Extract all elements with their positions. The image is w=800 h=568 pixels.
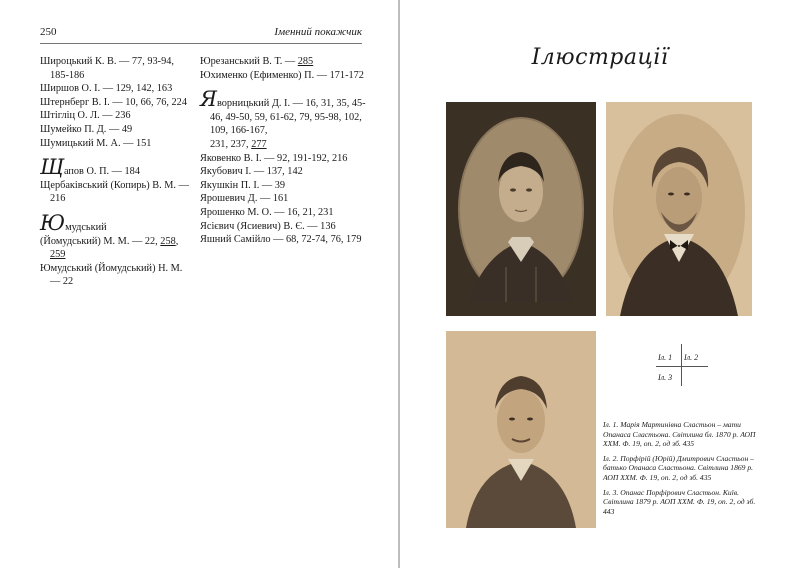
- index-entry: Яковенко В. І. — 92, 191-192, 216: [200, 152, 348, 164]
- index-entry-text: (Йомудський) М. М. — 22,: [40, 235, 161, 247]
- caption-illustration-2: Іл. 2. Порфірій (Юрій) Дмитрович Сластьон – батько Опанаса Сластьона. Світлина 1869 р. АОП ХХМ. Ф. 19, оп. 2, од зб. 435: [603, 453, 754, 482]
- index-entry: [200, 55, 370, 69]
- index-entry-text: 231, 237,: [210, 138, 252, 150]
- page-reference-link: 259: [50, 249, 66, 261]
- captions: [603, 420, 758, 521]
- key-divider-vertical: [681, 344, 682, 386]
- drop-cap-letter: Я: [200, 87, 217, 112]
- index-column-1: [40, 55, 190, 289]
- caption-illustration-1: Іл. 1. Марія Мартинівна Сластьон – мати Опанаса Сластьона. Світлина бл. 1870 р. АОП ХХМ. Ф. 19, оп. 2, од зб. 435: [603, 420, 756, 449]
- index-entry: Якубович І. — 137, 142: [200, 166, 303, 178]
- index-entry-text: ворницький Д. І. — 16, 31, 35, 45-46, 49-50, 59, 61-62, 79, 95-98, 102, 109, 166-167,: [210, 98, 366, 137]
- drop-cap-letter: Щ: [40, 155, 64, 180]
- key-label-3: Іл. 3: [658, 373, 673, 382]
- index-entry: Ясієвич (Ясиевич) В. Є. — 136: [200, 220, 336, 232]
- drop-cap-letter: Ю: [40, 210, 66, 235]
- index-entry: Широцький К. В. — 77, 93-94, 185-186: [40, 56, 174, 81]
- index-entry: Шумицький М. А. — 151: [40, 137, 152, 149]
- index-entry: Шумейко П. Д. — 49: [40, 123, 133, 135]
- index-entry: Ярошенко М. О. — 16, 21, 231: [200, 206, 334, 218]
- photo-illustration-1: [446, 102, 596, 316]
- index-entry-text: ,: [175, 235, 179, 247]
- key-label-1: Іл. 1: [658, 353, 673, 362]
- photo-illustration-2: [606, 102, 752, 316]
- right-page: [400, 0, 800, 568]
- key-label-2: Іл. 2: [684, 353, 699, 362]
- index-entry: [200, 138, 370, 152]
- photo-illustration-3: [446, 331, 596, 528]
- index-entry: Яшний Самійло — 68, 72-74, 76, 179: [200, 234, 362, 246]
- running-title: Іменний покажчик: [274, 26, 362, 38]
- page-reference-link: 258: [160, 235, 176, 247]
- index-entry: Юмудський (Йомудський) Н. М. — 22: [40, 262, 183, 288]
- key-divider-horizontal: [656, 366, 708, 367]
- page-number: 250: [40, 26, 57, 38]
- index-entry: Ярошевич Д. — 161: [200, 193, 289, 205]
- index-entry: [40, 235, 190, 262]
- index-entry-text: Юрезанський В. Т. —: [200, 56, 298, 67]
- header-rule: [40, 43, 362, 44]
- index-entry-text: апов О. П. — 184: [63, 166, 140, 178]
- page-reference-link: 285: [297, 56, 314, 67]
- index-entry: Ширшов О. І. — 129, 142, 163: [40, 83, 173, 95]
- index-entry: Штернберг В. І. — 10, 66, 76, 224: [40, 96, 187, 108]
- index-entry: Штігліц О. Л. — 236: [40, 110, 131, 122]
- index-entry: Щербаківський (Копирь) В. М. — 216: [40, 179, 189, 205]
- index-column-2: [200, 55, 370, 247]
- index-entry-text: мудський: [65, 221, 107, 233]
- caption-illustration-3: Іл. 3. Опанас Порфірович Сластьон. Київ. Світлина 1879 р. АОП ХХМ. Ф. 19, оп. 2, од зб. 443: [603, 487, 756, 516]
- index-letter-entry: [40, 157, 190, 179]
- index-entry: Юхименко (Ефименко) П. — 171-172: [200, 69, 364, 81]
- running-head: [40, 26, 362, 42]
- left-page: [0, 0, 398, 568]
- index-entry: Якушкін П. І. — 39: [200, 179, 286, 191]
- section-title: Ілюстрації: [531, 45, 669, 70]
- index-letter-entry: [200, 89, 370, 138]
- page-reference-link: 277: [251, 138, 267, 150]
- portrait-father-image: [606, 102, 752, 316]
- index-letter-entry: [40, 210, 190, 235]
- portrait-young-man-image: [446, 331, 596, 528]
- portrait-woman-image: [446, 102, 596, 316]
